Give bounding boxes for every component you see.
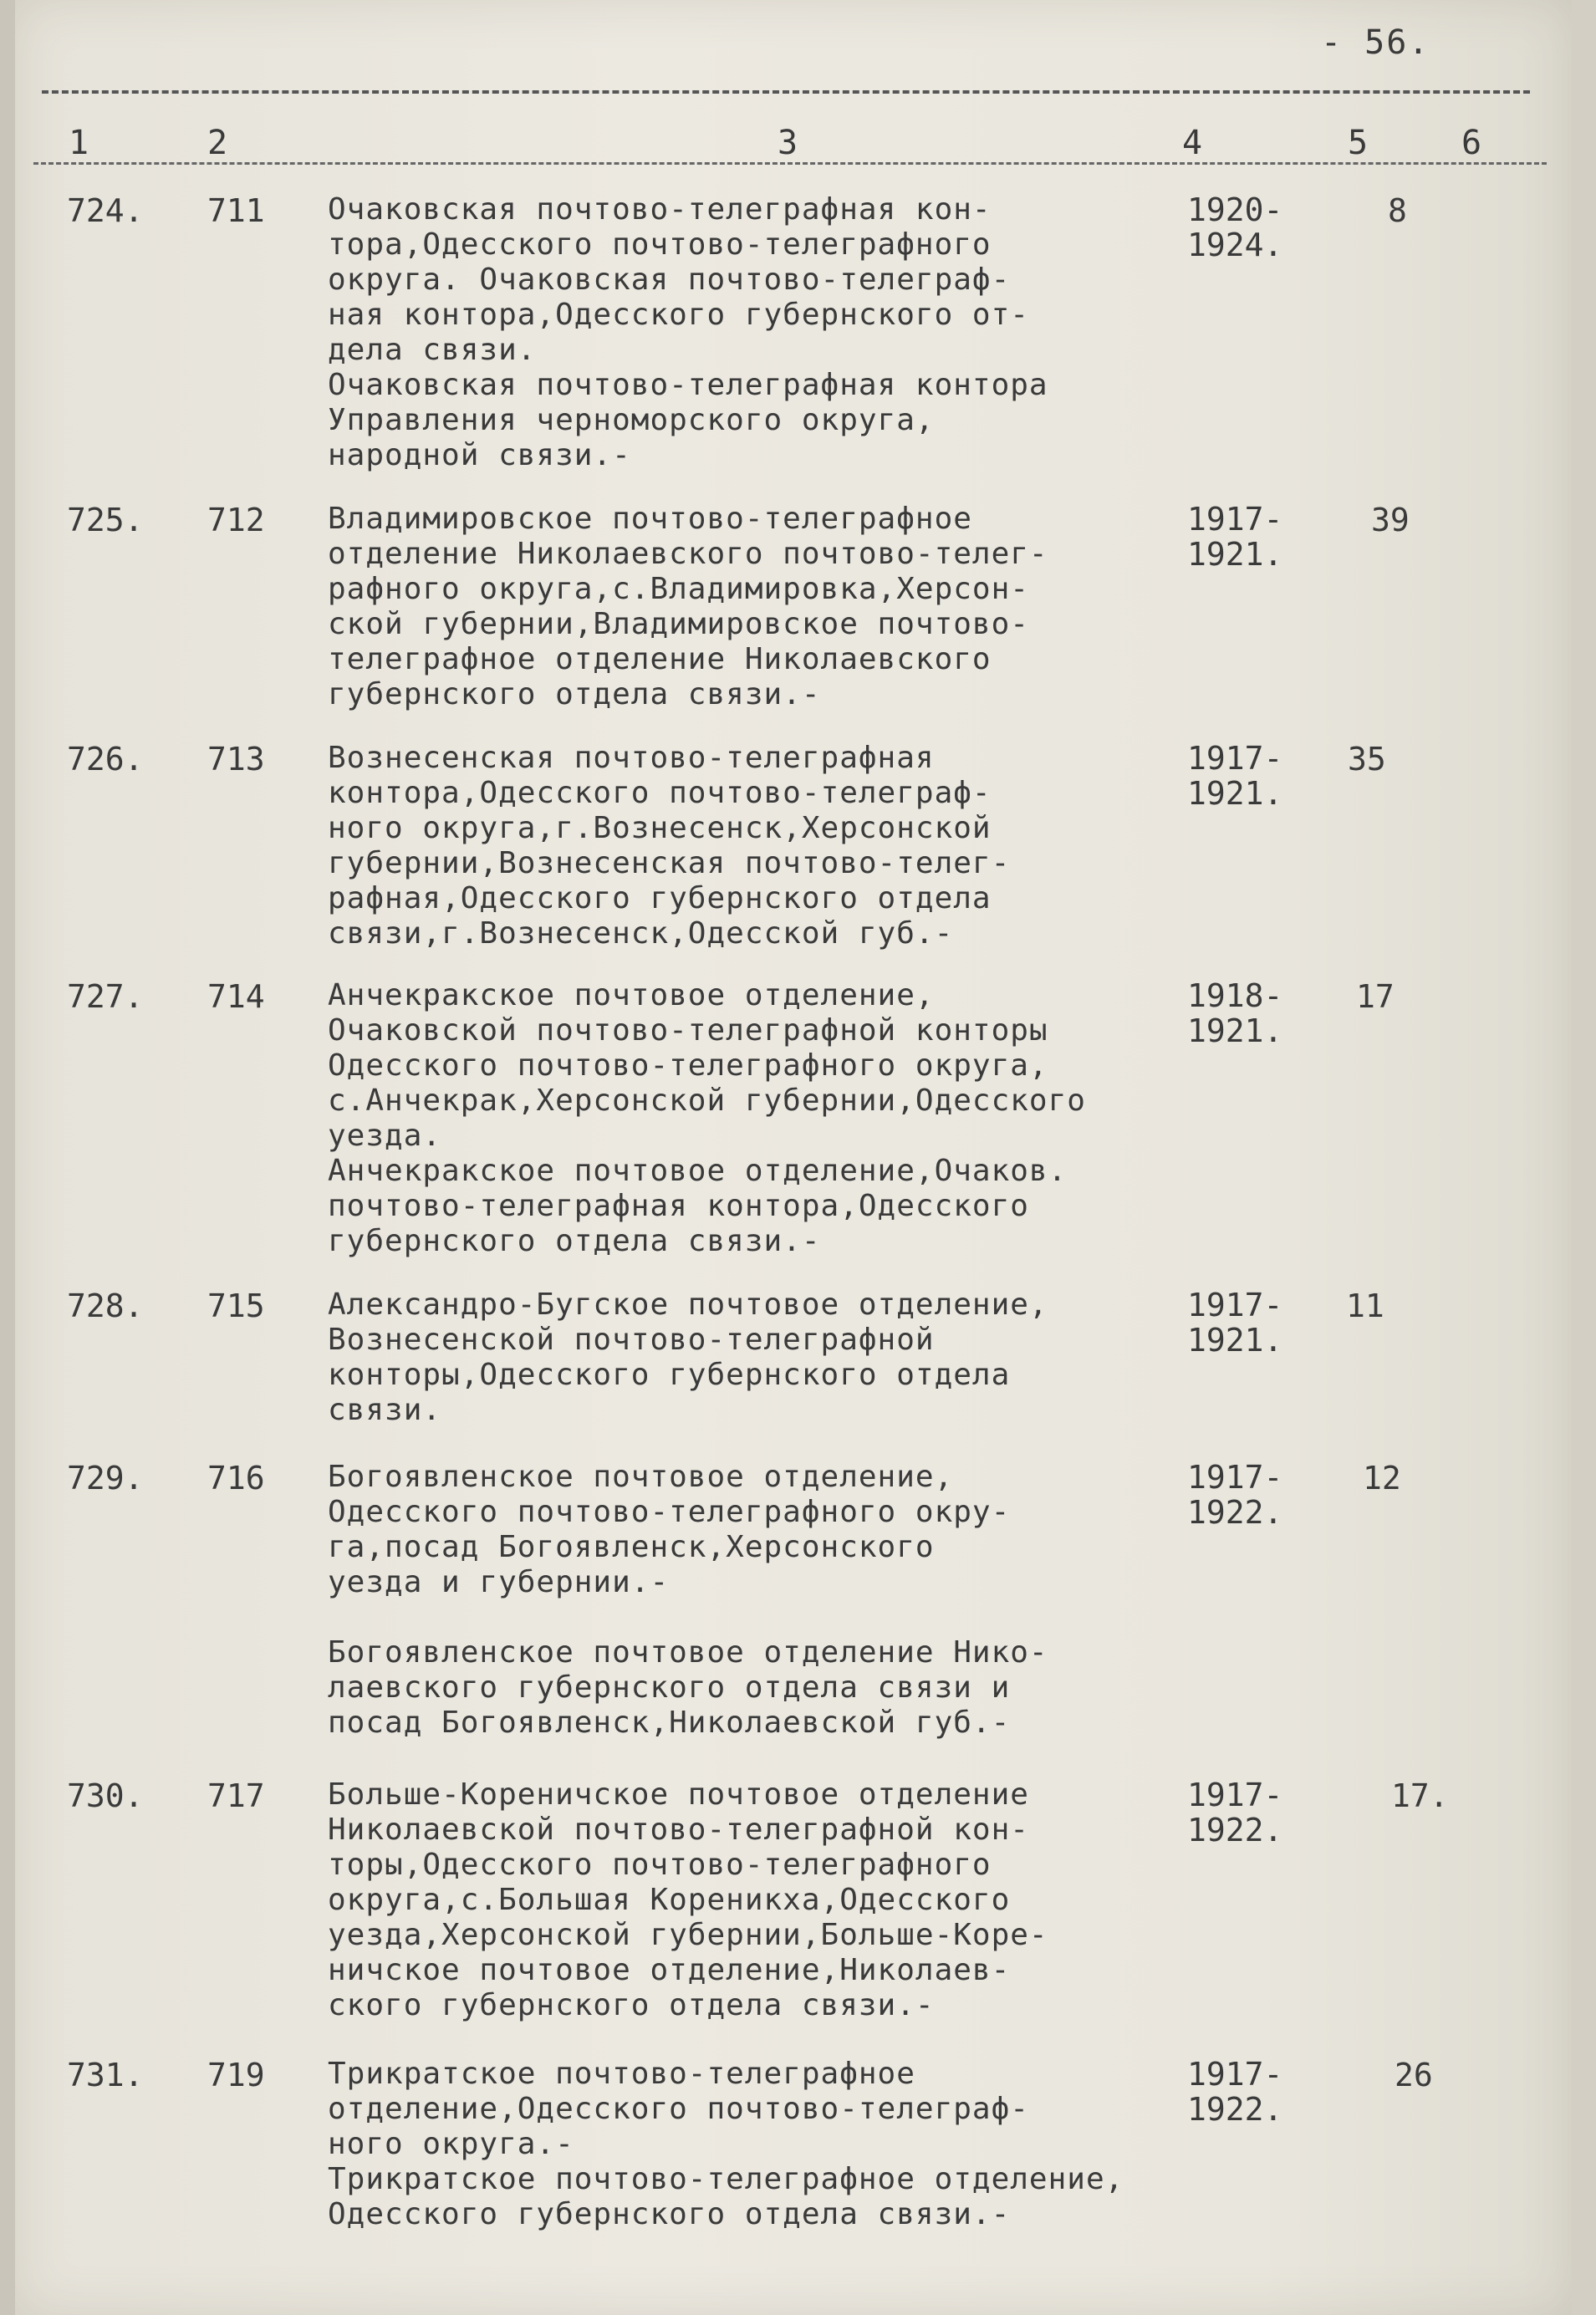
entry-title: Владимировское почтово-телеграфное отделение Николаевского почтово-телег- рафного округа,с.Владимировка,Херсон- ской губернии,Владимировское почтово- телеграфное отделение Николаевского губернского отдела связи.- bbox=[328, 502, 1048, 711]
entry-sheet-count: 35 bbox=[1348, 741, 1386, 778]
entry-sheet-count: 12 bbox=[1363, 1460, 1401, 1497]
column-header-3: 3 bbox=[778, 124, 798, 162]
entry-years: 1917- 1922. bbox=[1187, 2056, 1283, 2128]
column-header-1: 1 bbox=[69, 124, 89, 162]
entry-old-number: 715 bbox=[207, 1288, 265, 1324]
page-number: - 56. bbox=[1321, 23, 1430, 62]
entry-years: 1918- 1921. bbox=[1187, 977, 1283, 1049]
entry-old-number: 719 bbox=[207, 2057, 265, 2093]
entry-years: 1920- 1924. bbox=[1187, 191, 1283, 263]
entry-years: 1917- 1922. bbox=[1187, 1459, 1283, 1531]
entry-old-number: 713 bbox=[207, 741, 265, 778]
entry-years: 1917- 1921. bbox=[1187, 1287, 1283, 1359]
entry-number: 729. bbox=[67, 1460, 144, 1497]
entry-years: 1917- 1921. bbox=[1187, 740, 1283, 812]
entry-title: Больше-Кореничское почтовое отделение Николаевской почтово-телеграфной кон- торы,Одесского почтово-телеграфного округа,с.Большая Кореникха,Одесского уезда,Херсонской губернии,Больше-Коре- ничское почтовое отделение,Николаев- ского губернского отдела связи.- bbox=[328, 1777, 1048, 2022]
entry-title: Очаковская почтово-телеграфная кон- тора,Одесского почтово-телеграфного округа. Очаковская почтово-телеграф- ная контора,Одесского губернского от- дела связи. Очаковская почтово-телеграфная контора Управления черноморского округа, народной связи.- bbox=[328, 192, 1048, 472]
entry-title: Трикратское почтово-телеграфное отделение,Одесского почтово-телеграф- ного округа.- Трикратское почтово-телеграфное отделение, Одесского губернского отдела связи.- bbox=[328, 2057, 1124, 2231]
entry-sheet-count: 39 bbox=[1371, 502, 1410, 538]
column-header-4: 4 bbox=[1182, 124, 1203, 162]
entry-sheet-count: 17. bbox=[1391, 1777, 1449, 1814]
entry-old-number: 714 bbox=[207, 978, 265, 1015]
column-header-2: 2 bbox=[207, 124, 228, 162]
entry-sheet-count: 8 bbox=[1388, 192, 1407, 229]
page-right-edge bbox=[1572, 0, 1596, 2315]
entry-title: Анчекракское почтовое отделение, Очаковской почтово-телеграфной конторы Одесского почтово-телеграфного округа, с.Анчекрак,Херсонской губернии,Одесского уезда. Анчекракское почтовое отделение,Очаков. почтово-телеграфная контора,Одесского губернского отдела связи.- bbox=[328, 978, 1086, 1258]
entry-number: 725. bbox=[67, 502, 144, 538]
entry-number: 726. bbox=[67, 741, 144, 778]
column-header-underline bbox=[33, 162, 1547, 165]
entry-number: 728. bbox=[67, 1288, 144, 1324]
entry-number: 731. bbox=[67, 2057, 144, 2093]
entry-sheet-count: 11 bbox=[1346, 1288, 1384, 1324]
entry-title: Александро-Бугское почтовое отделение, Вознесенской почтово-телеграфной конторы,Одесского губернского отдела связи. bbox=[328, 1288, 1048, 1427]
entry-old-number: 717 bbox=[207, 1777, 265, 1814]
entry-number: 727. bbox=[67, 978, 144, 1015]
entry-years: 1917- 1921. bbox=[1187, 501, 1283, 573]
entry-number: 730. bbox=[67, 1777, 144, 1814]
entry-sheet-count: 26 bbox=[1395, 2057, 1433, 2093]
entry-old-number: 712 bbox=[207, 502, 265, 538]
entry-title: Вознесенская почтово-телеграфная контора,Одесского почтово-телеграф- ного округа,г.Вознесенск,Херсонской губернии,Вознесенская почтово-телег- рафная,Одесского губернского отдела связи,г.Вознесенск,Одесской губ.- bbox=[328, 741, 1011, 951]
entry-years: 1917- 1922. bbox=[1187, 1777, 1283, 1848]
entry-old-number: 711 bbox=[207, 192, 265, 229]
page-left-edge bbox=[0, 0, 15, 2315]
entry-title: Богоявленское почтовое отделение, Одесского почтово-телеграфного окру- га,посад Богоявленск,Херсонского уезда и губернии.- Богоявленское почтовое отделение Нико- лаевского губернского отдела связи и посад Богоявленск,Николаевской губ.- bbox=[328, 1460, 1048, 1740]
column-header-5: 5 bbox=[1348, 124, 1369, 162]
entry-old-number: 716 bbox=[207, 1460, 265, 1497]
entry-number: 724. bbox=[67, 192, 144, 229]
header-dash-line bbox=[42, 90, 1530, 94]
entry-sheet-count: 17 bbox=[1356, 978, 1395, 1015]
column-header-6: 6 bbox=[1461, 124, 1482, 162]
